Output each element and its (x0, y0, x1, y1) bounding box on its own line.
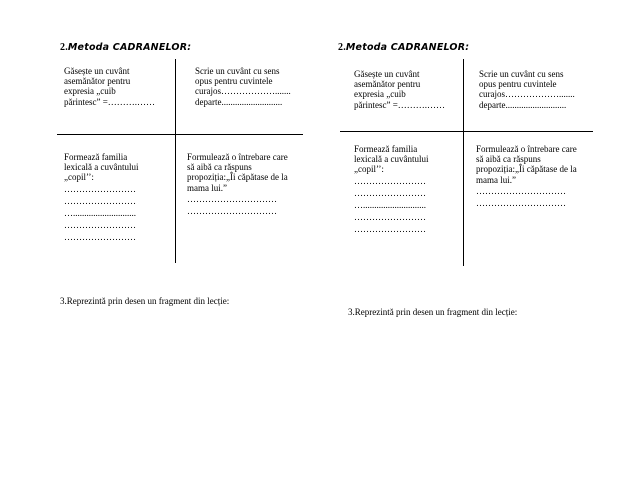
right-quadrant-vertical-divider (463, 59, 464, 266)
left-quadrant-vertical-divider (175, 59, 176, 263)
right-quadrant-antonym: Scrie un cuvânt cu sens opus pentru cuvintele curajos………………....... departe........................... (479, 69, 575, 110)
right-section-title: 2.Metoda CADRANELOR: (338, 42, 470, 53)
right-quadrant-horizontal-divider (340, 131, 593, 132)
right-quadrant-synonym: Găsește un cuvânt asemănător pentru expresia „cuib părintesc” =……….…… (354, 69, 446, 110)
left-section-title: 2.Metoda CADRANELOR: (60, 42, 192, 53)
left-quadrant-word-family: Formează familia lexicală a cuvântului „copil’’: …………………… …………………… …............................ …………………… …………………… (64, 152, 139, 242)
right-quadrant-word-family: Formează familia lexicală a cuvântului „copil’’: …………………… …………………… …............................ …………………… …………………… (354, 144, 429, 234)
left-quadrant-horizontal-divider (57, 134, 303, 135)
left-quadrant-antonym: Scrie un cuvânt cu sens opus pentru cuvintele curajos………………....... departe........................... (195, 66, 291, 107)
left-quadrant-question: Formulează o întrebare care să aibă ca răspuns propoziția:„Îi căpătase de la mama lui.” ………………………… ………………………… (187, 152, 288, 216)
right-quadrant-question: Formulează o întrebare care să aibă ca răspuns propoziția:„Îi căpătase de la mama lui.” ………………………… ………………………… (476, 144, 577, 208)
left-quadrant-synonym: Găsește un cuvânt asemănător pentru expresia „cuib părintesc” =……….…… (64, 66, 156, 107)
right-drawing-prompt: 3.Reprezintă prin desen un fragment din lecție: (348, 307, 518, 317)
left-drawing-prompt: 3.Reprezintă prin desen un fragment din lecție: (60, 296, 230, 306)
